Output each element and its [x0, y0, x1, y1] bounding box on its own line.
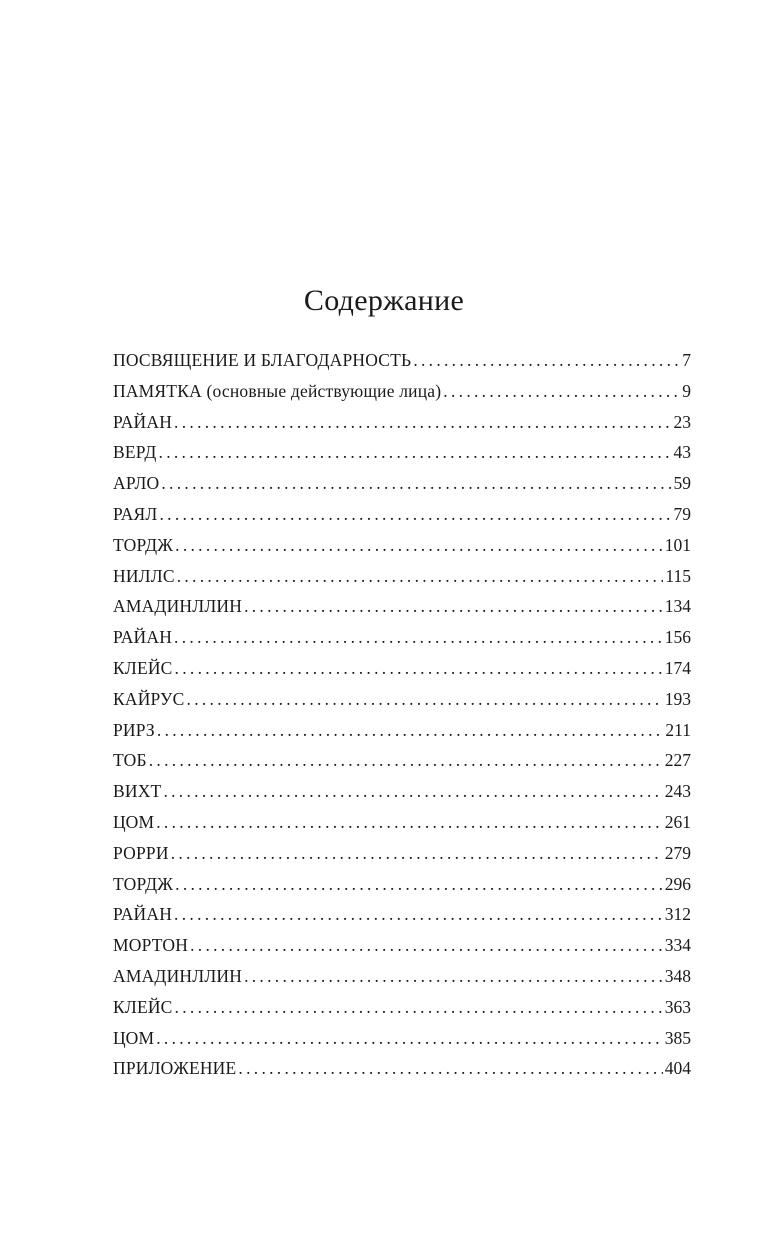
toc-entry-page-number: 134	[664, 596, 691, 617]
toc-entry	[113, 776, 691, 807]
toc-entry-title: ПОСВЯЩЕНИЕ И БЛАГОДАРНОСТЬ	[113, 350, 412, 370]
toc-entry-title: РАЯЛ	[113, 503, 158, 524]
dot-leader	[244, 591, 663, 622]
toc-entry-title: РАЙАН	[113, 411, 173, 432]
dot-leader	[443, 376, 680, 407]
toc-entry-title: ТОБ	[113, 750, 147, 771]
toc-entry-page-number: 156	[664, 627, 691, 648]
dot-leader	[238, 1053, 662, 1084]
toc-entry	[113, 838, 691, 869]
toc-entry-page-number: 279	[664, 842, 691, 863]
dot-leader	[159, 499, 671, 530]
toc-entry	[113, 530, 691, 561]
toc-entry	[113, 591, 691, 622]
toc-entry-title: РИРЗ	[113, 719, 155, 740]
toc-entry-title: МОРТОН	[113, 935, 189, 956]
toc-entry-title: РАЙАН	[113, 627, 173, 648]
toc-entry	[113, 1053, 691, 1084]
toc-entry	[113, 684, 691, 715]
dot-leader	[163, 776, 662, 807]
toc-entry	[113, 807, 691, 838]
toc-entry-page-number: 193	[664, 688, 691, 709]
dot-leader	[177, 561, 664, 592]
dot-leader	[156, 1023, 663, 1054]
toc-entry	[113, 930, 691, 961]
toc-entry-title: ПРИЛОЖЕНИЕ	[113, 1058, 237, 1079]
toc-entry-page-number: 404	[664, 1058, 691, 1079]
toc-entry	[113, 345, 691, 376]
dot-leader	[149, 745, 663, 776]
page-title: Содержание	[303, 284, 465, 317]
toc-entry	[113, 715, 691, 746]
toc-entry	[113, 653, 691, 684]
toc-entry-page-number: 174	[664, 657, 691, 678]
dot-leader	[175, 653, 663, 684]
toc-entry-title: ЦОМ	[113, 811, 155, 832]
toc-entry-title: АРЛО	[113, 473, 160, 494]
toc-entry	[113, 499, 691, 530]
toc-entry	[113, 561, 691, 592]
toc-entry	[113, 992, 691, 1023]
dot-leader	[171, 838, 663, 869]
toc-entry	[113, 899, 691, 930]
toc-entry-title: КАЙРУС	[113, 688, 185, 709]
dot-leader	[156, 807, 663, 838]
toc-entry-title: ПАМЯТКА (основные действующие лица)	[113, 380, 442, 401]
dot-leader	[175, 992, 663, 1023]
dot-leader	[190, 930, 663, 961]
toc-entry-title: ВИХТ	[113, 781, 162, 802]
dot-leader	[157, 715, 664, 746]
dot-leader	[244, 961, 663, 992]
toc-entry	[113, 437, 691, 468]
toc-entry-page-number: 243	[664, 781, 691, 802]
toc-entry-page-number: 334	[664, 935, 691, 956]
toc-entry-title: ЦОМ	[113, 1027, 155, 1048]
toc-entry-page-number: 115	[665, 565, 691, 586]
toc-entry-page-number: 79	[673, 503, 691, 524]
dot-leader	[159, 437, 672, 468]
toc-entry	[113, 622, 691, 653]
toc-entry-title: АМАДИНЛЛИН	[113, 596, 243, 617]
toc-entry	[113, 1023, 691, 1054]
toc-entry-page-number: 227	[664, 750, 691, 771]
toc-entry	[113, 468, 691, 499]
dot-leader	[161, 468, 671, 499]
dot-leader	[187, 684, 663, 715]
toc-entry	[113, 961, 691, 992]
toc-entry-title: КЛЕЙС	[113, 657, 173, 678]
dot-leader	[175, 530, 663, 561]
toc-entry	[113, 869, 691, 900]
dot-leader	[413, 345, 680, 376]
toc-entry	[113, 407, 691, 438]
toc-entry-title: ТОРДЖ	[113, 534, 174, 555]
dot-leader	[174, 622, 663, 653]
toc-entry	[113, 376, 691, 407]
toc-entry-title: АМАДИНЛЛИН	[113, 965, 243, 986]
toc-entry-page-number: 261	[664, 811, 691, 832]
toc-entry	[113, 745, 691, 776]
toc-entry-page-number: 363	[664, 996, 691, 1017]
toc-entry-page-number: 385	[664, 1027, 691, 1048]
toc-entry-title: КЛЕЙС	[113, 996, 173, 1017]
toc-entry-page-number: 9	[682, 380, 691, 401]
toc-entry-page-number: 296	[664, 873, 691, 894]
toc-entry-page-number: 312	[664, 904, 691, 925]
toc-entry-page-number: 101	[664, 534, 691, 555]
dot-leader	[175, 869, 663, 900]
toc-entry-title: РОРРИ	[113, 842, 169, 863]
toc-entry-title: НИЛЛС	[113, 565, 175, 586]
dot-leader	[174, 899, 663, 930]
toc-entry-page-number: 59	[673, 473, 691, 494]
toc-entry-page-number: 7	[682, 350, 691, 370]
toc-entry-page-number: 23	[673, 411, 691, 432]
toc-entry-page-number: 348	[664, 965, 691, 986]
table-of-contents	[113, 345, 691, 1084]
toc-entry-page-number: 43	[673, 442, 691, 463]
toc-entry-page-number: 211	[665, 719, 691, 740]
dot-leader	[174, 407, 671, 438]
toc-entry-title: ВЕРД	[113, 442, 157, 463]
toc-entry-title: ТОРДЖ	[113, 873, 174, 894]
toc-entry-title: РАЙАН	[113, 904, 173, 925]
